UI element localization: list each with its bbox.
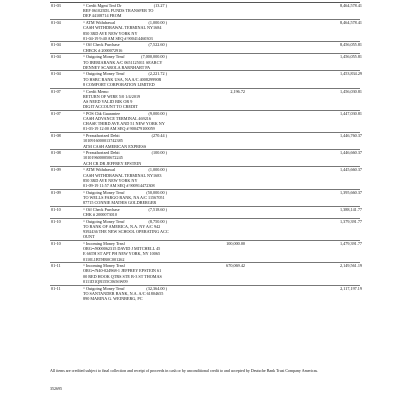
description-line: ^ ATM Withdrawal (83, 167, 116, 173)
description-line: ^ Outgoing Money Trnsf (83, 54, 125, 60)
debit-amount: (2,221.72 ) (148, 71, 167, 77)
transaction-date: 01-10 (51, 206, 61, 212)
transaction-description (83, 241, 233, 262)
description-line: 1010916000013742385 (83, 138, 123, 144)
balance-amount: 1,446,660.37 (340, 150, 362, 156)
document-number: 352695 (50, 386, 62, 391)
description-line: ^ Preauthorized Debit (83, 150, 120, 156)
credit-amount: 100,000.00 (226, 240, 245, 246)
description-line: E 66TH ST APT PH NEW YORK, NY 10065 (83, 251, 161, 257)
description-line: 0110L1BTHR0C001262 (83, 256, 125, 262)
balance-amount: 1,456,030.81 (340, 88, 362, 94)
description-line: RETURN OF WIRE 5/0 1/4/2019 (83, 93, 141, 99)
description-line: ATM CASH AMERICAN EXPRESS (83, 143, 147, 149)
transaction-date: 01-07 (51, 88, 61, 94)
description-line: DIGIT ACCOUNT TO CREDIT (83, 104, 138, 110)
description-line: 01-04-19 9:40 AM SEQ # 900414460303 (83, 35, 153, 41)
description-line: 9392436 THE NEW SCHOOL OPERATING ACC (83, 229, 169, 234)
transaction-date: 01-09 (51, 189, 61, 195)
description-line: CASH ADVANCE TERMINAL 469216 (83, 116, 151, 121)
description-line: ^ ATM Withdrawal (83, 20, 116, 26)
credit-amount: 2,196.72 (230, 88, 245, 94)
description-line: CASH WITHDRAWAL TERMINAL NY1683 (83, 172, 162, 178)
transaction-date: 01-04 (51, 42, 61, 48)
balance-amount: 8,456,055.81 (340, 42, 362, 48)
description-line: ^ Off Check Purchase (83, 42, 120, 48)
transaction-description (83, 89, 233, 110)
balance-amount: 1,479,391.77 (340, 240, 362, 246)
debit-amount: (13.27 ) (153, 3, 167, 8)
description-line: TO IBERIABANK A/C 0651125011 SEARCY (83, 59, 163, 65)
transaction-date: 01-04 (51, 71, 61, 77)
description-line: CHECK # 2000072916 (83, 47, 123, 53)
debit-amount: (7,522.60 ) (148, 42, 167, 48)
description-line: ^ Outgoing Money Trnsf (83, 285, 125, 291)
description-line: REF 061025DL FUNDS TRANSFER TO (83, 8, 154, 14)
description-line: 850 3RD AVE NEW YORK NY (83, 30, 138, 36)
balance-amount: 2,149,561.19 (340, 263, 362, 269)
transaction-date: 01-11 (51, 285, 61, 291)
transaction-date: 01-08 (51, 150, 61, 156)
description-line: ^ Incoming Money Trnsf (83, 263, 125, 269)
balance-amount: 1,456,055.81 (340, 54, 362, 60)
description-line: ORG=/8000062315 DAVID J MITCHELL 45 (83, 246, 161, 252)
description-line: TO HSBC BANK USA, NA A/C 400829990B (83, 76, 162, 82)
transaction-date: 01-10 (51, 240, 61, 246)
description-line: ^ Outgoing Money Trnsf (83, 189, 125, 195)
description-line: CHK # 2000073010 (83, 211, 117, 217)
transaction-date: 01-04 (51, 20, 61, 26)
description-line: ACH CR DR JEFFREY EPSTEIN (83, 160, 142, 166)
description-line: ^ Preauthorized Debit (83, 133, 120, 139)
transaction-date: 01-08 (51, 133, 61, 139)
description-line: 8 COMFORT CORPORATION LIMITED (83, 81, 155, 87)
debit-amount: (270.44 ) (151, 133, 167, 139)
description-line: ^ Outgoing Money Trnsf (83, 218, 125, 224)
description-line: DENNEY SCAROLA BARNHART PA (83, 64, 151, 70)
description-line: ^ Off Check Purchase (83, 206, 120, 212)
balance-amount: 1,446,760.37 (340, 133, 362, 139)
transaction-date: 01-04 (51, 54, 61, 60)
description-line: 850 3RD AVE NEW YORK NY (83, 177, 138, 183)
balance-amount: 2,117,197.19 (340, 285, 362, 291)
balance-amount: 8,464,578.41 (340, 20, 362, 26)
description-line: 1010196000050672245 (83, 155, 123, 161)
description-line: 01-03-19 12:00 AM SEQ # 900479100059 (83, 126, 155, 132)
debit-amount: (7,518.60 ) (148, 206, 167, 212)
balance-amount: 1,445,660.37 (340, 167, 362, 173)
debit-amount: (8,750.00 ) (148, 218, 167, 224)
debit-amount: (32,364.00 ) (146, 285, 167, 291)
debit-amount: (7,000,000.00 ) (141, 54, 167, 60)
balance-amount: 1,379,391.77 (340, 218, 362, 224)
debit-amount: (100.00 ) (151, 150, 167, 156)
debit-amount: (9,000.00 ) (148, 110, 167, 116)
description-line: TO BANK OF AMERICA, N.A. NY A/C 942 (83, 223, 161, 229)
transaction-date: 01-10 (51, 218, 61, 224)
transaction-date: 01-11 (51, 263, 61, 269)
description-line: 87715 CONNIE MATHIS GOLDBERGER (83, 200, 157, 205)
footer-disclaimer: All items are credited subject to final collection and receipt of proceeds in cash or by unconditional credit to and accepted by Deutsche Bank Trust Company Americas. (50, 368, 319, 373)
description-line: OUNT (83, 234, 95, 240)
description-line: CASH WITHDRAWAL TERMINAL NY1684 (83, 25, 162, 31)
transaction-date: 01-07 (51, 110, 61, 116)
balance-amount: 1,453,834.29 (340, 71, 362, 77)
description-line: ^ POS Chk Guarantee (83, 110, 120, 116)
description-line: 00 RED HOOK QTRS STE B-3 ST THOMAS (83, 273, 162, 279)
balance-amount: 1,395,660.37 (340, 189, 362, 195)
description-line: ^ Credit Memo (83, 88, 109, 94)
debit-amount: (1,000.00 ) (148, 20, 167, 26)
description-line: TO SANTANDER BANK, N.A. A/C 61804655 (83, 290, 164, 296)
description-line: CHASE THIRD AVE AND 51 NEW YORK NY (83, 121, 165, 127)
description-line: AS NEED VALID BIK OR 9 (83, 98, 133, 104)
balance-amount: 1,447,030.81 (340, 110, 362, 116)
balance-amount: 8,464,578.41 (340, 3, 362, 8)
transaction-date: 01-03 (51, 3, 61, 8)
transaction-description (83, 263, 233, 284)
description-line: ORG=/N40-024968-1 JEFFREY EPSTEIN 61 (83, 268, 162, 274)
credit-amount: 670,069.42 (226, 263, 245, 269)
debit-amount: (50,000.00 ) (146, 189, 167, 195)
description-line: 01-09-19 11:57 AM SEQ # 900914472308 (83, 182, 155, 188)
description-line: 0111D1QB155C0656W09 (83, 278, 128, 284)
description-line: TO WELLS FARGO BANK, NA A/C 11567051 (83, 194, 165, 200)
transaction-date: 01-09 (51, 167, 61, 173)
description-line: ^ Outgoing Money Trnsf (83, 71, 125, 77)
description-line: ^ Credit Mgmt Trnf Dr (83, 3, 122, 8)
description-line: 890 MARINA G. WEINBERG, PC (83, 295, 143, 301)
description-line: DEP 44108714 FROM (83, 13, 122, 19)
balance-amount: 1,388,141.77 (340, 206, 362, 212)
description-line: ^ Incoming Money Trnsf (83, 240, 125, 246)
debit-amount: (1,000.00 ) (148, 167, 167, 173)
